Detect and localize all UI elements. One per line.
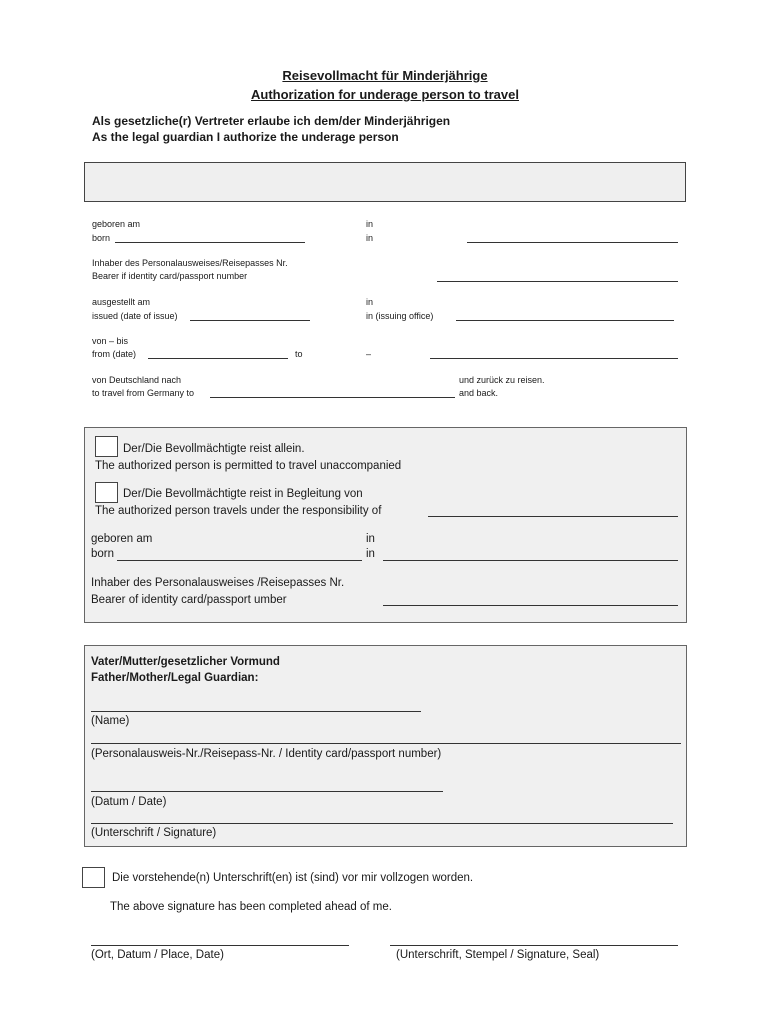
id-label-de: Inhaber des Personalausweises/Reisepasses Nr.	[92, 258, 288, 268]
guardian-date-line[interactable]	[91, 791, 443, 792]
guardian-name-label: (Name)	[91, 715, 130, 727]
intro-german: Als gesetzliche(r) Vertreter erlaube ich dem/der Minderjährigen	[92, 114, 451, 128]
travel-alone-checkbox[interactable]	[95, 436, 118, 457]
destination-label-de: von Deutschland nach	[92, 375, 182, 385]
signature-seal-label: (Unterschrift, Stempel / Signature, Seal)	[396, 949, 600, 961]
companion-birth-date-line[interactable]	[117, 560, 362, 561]
return-label-de: und zurück zu reisen.	[459, 375, 545, 385]
guardian-date-label: (Datum / Date)	[91, 796, 167, 808]
companion-name-line[interactable]	[428, 516, 678, 517]
birthplace-label-de: in	[366, 219, 374, 229]
period-to-label: to	[295, 349, 303, 359]
notary-confirm-label-en: The above signature has been completed ahead of me.	[110, 901, 392, 913]
id-label-en: Bearer if identity card/passport number	[92, 271, 248, 281]
birthplace-line[interactable]	[467, 242, 678, 243]
travel-accompanied-label-en: The authorized person travels under the responsibility of	[95, 505, 382, 517]
notary-confirm-label-de: Die vorstehende(n) Unterschrift(en) ist (sind) vor mir vollzogen worden.	[112, 872, 474, 884]
place-date-line[interactable]	[91, 945, 349, 946]
issued-label-de: ausgestellt am	[92, 297, 151, 307]
period-to-line[interactable]	[430, 358, 678, 359]
guardian-id-line[interactable]	[91, 743, 681, 744]
period-label-de: von – bis	[92, 336, 129, 346]
travel-alone-label-en: The authorized person is permitted to travel unaccompanied	[95, 460, 402, 472]
guardian-signature-line[interactable]	[91, 823, 673, 824]
notary-confirm-checkbox[interactable]	[82, 867, 105, 888]
travel-accompanied-checkbox[interactable]	[95, 482, 118, 503]
issue-date-line[interactable]	[190, 320, 310, 321]
companion-born-label-de: geboren am	[91, 533, 153, 545]
signature-seal-line[interactable]	[390, 945, 678, 946]
id-number-line[interactable]	[437, 281, 678, 282]
companion-birthplace-label-en: in	[366, 548, 375, 560]
companion-birthplace-label-de: in	[366, 533, 375, 545]
travel-accompanied-label-de: Der/Die Bevollmächtigte reist in Begleitung von	[123, 488, 363, 500]
period-from-line[interactable]	[148, 358, 288, 359]
birthplace-label-en: in	[366, 233, 374, 243]
period-label-en: from (date)	[92, 349, 137, 359]
birth-date-line[interactable]	[115, 242, 305, 243]
guardian-heading-en: Father/Mother/Legal Guardian:	[91, 672, 259, 684]
companion-id-label-en: Bearer of identity card/passport umber	[91, 594, 287, 606]
issuing-office-label-en: in (issuing office)	[366, 311, 434, 321]
guardian-heading-de: Vater/Mutter/gesetzlicher Vormund	[91, 656, 280, 668]
period-dash: –	[366, 349, 372, 359]
destination-label-en: to travel from Germany to	[92, 388, 195, 398]
born-label-en: born	[92, 233, 111, 243]
companion-id-line[interactable]	[383, 605, 678, 606]
title-english: Authorization for underage person to travel	[251, 87, 519, 102]
guardian-name-line[interactable]	[91, 711, 421, 712]
issuing-office-line[interactable]	[456, 320, 674, 321]
born-label-de: geboren am	[92, 219, 141, 229]
minor-name-field[interactable]	[84, 162, 686, 202]
guardian-signature-label: (Unterschrift / Signature)	[91, 827, 217, 839]
guardian-id-label: (Personalausweis-Nr./Reisepass-Nr. / Identity card/passport number)	[91, 748, 442, 760]
issued-label-en: issued (date of issue)	[92, 311, 178, 321]
title-german: Reisevollmacht für Minderjährige	[282, 68, 488, 83]
place-date-label: (Ort, Datum / Place, Date)	[91, 949, 224, 961]
destination-line[interactable]	[210, 397, 455, 398]
companion-birthplace-line[interactable]	[383, 560, 678, 561]
companion-born-label-en: born	[91, 548, 115, 560]
issuing-office-label-de: in	[366, 297, 374, 307]
companion-id-label-de: Inhaber des Personalausweises /Reisepasses Nr.	[91, 577, 345, 589]
intro-english: As the legal guardian I authorize the underage person	[92, 130, 399, 144]
travel-alone-label-de: Der/Die Bevollmächtigte reist allein.	[123, 443, 305, 455]
return-label-en: and back.	[459, 388, 499, 398]
